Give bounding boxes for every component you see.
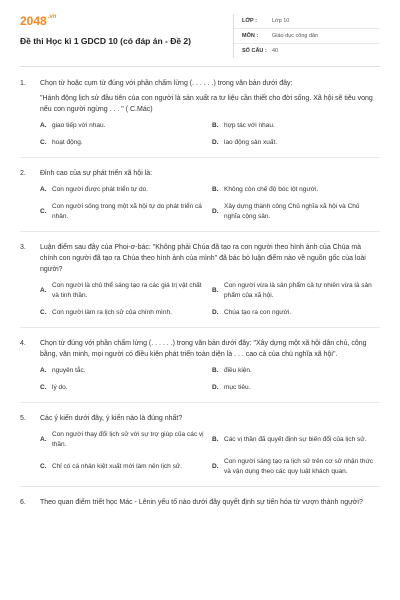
answer-letter: B. xyxy=(212,186,219,193)
answer-list xyxy=(20,366,380,393)
answer-text: Con người sáng tạo ra lịch sử trên cơ sở nhận thức và vận dụng theo các quy luật khách quan. xyxy=(224,458,374,475)
answer-text: Chỉ có cá nhân kiệt xuất mới làm nên lịch sử. xyxy=(52,463,183,470)
question-divider xyxy=(20,231,380,232)
question-1 xyxy=(20,78,380,148)
question-6 xyxy=(20,497,380,508)
answer-option-a[interactable] xyxy=(40,430,212,450)
answer-letter: B. xyxy=(212,367,219,374)
site-logo[interactable] xyxy=(20,14,56,28)
meta-value: Giáo dục công dân xyxy=(272,33,319,39)
answer-text: Con người sống trong một xã hội tự do phát triển cá nhân. xyxy=(52,203,202,220)
answer-list xyxy=(20,281,380,318)
meta-label: SỐ CÂU : xyxy=(242,48,267,54)
exam-meta xyxy=(233,14,380,58)
answer-list xyxy=(20,430,380,477)
answer-letter: A. xyxy=(40,122,47,129)
answer-text: điều kiện. xyxy=(224,367,252,374)
answer-text: Con người thay đổi lịch sử với sự trợ giúp của các vị thần. xyxy=(52,431,204,448)
answer-option-a[interactable] xyxy=(40,121,212,131)
answer-option-d[interactable] xyxy=(212,308,384,318)
answer-letter: A. xyxy=(40,186,47,193)
question-text: Theo quan điểm triết học Mác - Lênin yếu tố nào dưới đây quyết định sự tiến hóa từ vượn thành người? xyxy=(40,499,363,506)
answer-list xyxy=(20,185,380,222)
meta-row-count xyxy=(234,44,380,58)
question-text: Đỉnh cao của sự phát triển xã hội là: xyxy=(40,170,153,177)
answer-letter: D. xyxy=(212,463,219,470)
question-2 xyxy=(20,168,380,222)
answer-letter: A. xyxy=(40,367,47,374)
answer-option-d[interactable] xyxy=(212,202,384,222)
answer-letter: B. xyxy=(212,122,219,129)
answer-text: mục tiêu. xyxy=(224,384,251,391)
question-number: 6. xyxy=(20,499,26,506)
answer-letter: A. xyxy=(40,436,47,443)
exam-title: Đề thi Học kì 1 GDCD 10 (có đáp án - Đề 2) xyxy=(20,36,191,46)
answer-letter: B. xyxy=(212,436,219,443)
answer-option-a[interactable] xyxy=(40,281,212,301)
answer-option-b[interactable] xyxy=(212,366,384,376)
answer-letter: C. xyxy=(40,208,47,215)
answer-text: Các vị thần đã quyết định sự biến đổi của lịch sử. xyxy=(224,436,367,443)
question-list xyxy=(20,78,380,508)
answer-text: hoạt động. xyxy=(52,139,83,146)
question-text: Chọn từ đúng với phần chấm lửng (. . . . . .) trong văn bản dưới đây: "Xây dựng một xã hội dân chủ, công bằng, văn minh, mọi người có điều kiện phát triển toàn diện là . . . cao cả của chủ nghĩa xã hội". xyxy=(40,340,367,358)
answer-text: nguyên tắc. xyxy=(52,367,86,374)
meta-value: 40 xyxy=(272,48,279,54)
answer-text: lao động sản xuất. xyxy=(224,139,278,146)
answer-text: Con người làm ra lịch sử của chính mình. xyxy=(52,309,172,316)
header xyxy=(20,14,380,60)
answer-text: Con người vừa là sản phẩm cả tự nhiên vừa là sản phẩm của xã hội. xyxy=(224,282,372,299)
answer-text: Con người là chủ thể sáng tạo ra các giá trị vật chất và tinh thần. xyxy=(52,282,202,299)
meta-value: Lớp 10 xyxy=(272,18,290,24)
answer-text: Con người được phát triển tự do. xyxy=(52,186,149,193)
meta-label: LỚP : xyxy=(242,18,257,24)
question-3 xyxy=(20,242,380,318)
answer-list xyxy=(20,121,380,148)
answer-option-c[interactable] xyxy=(40,202,212,222)
question-divider xyxy=(20,486,380,487)
answer-text: Chúa tạo ra con người. xyxy=(224,309,292,316)
answer-text: Xây dựng thành công Chủ nghĩa xã hội và Chủ nghĩa cộng sản. xyxy=(224,203,360,220)
question-divider xyxy=(20,402,380,403)
answer-text: lý do. xyxy=(52,384,68,391)
question-quote: "Hành động lịch sử đầu tiên của con người là sản xuất ra tư liệu cần thiết cho đời sống. Xã hội sẽ tiêu vong nếu con người ngừng . . . " ( C.Mác) xyxy=(40,95,373,113)
answer-text: Không còn chế độ bóc lột người. xyxy=(224,186,319,193)
question-number: 2. xyxy=(20,170,26,177)
meta-row-subject xyxy=(234,29,380,44)
answer-option-a[interactable] xyxy=(40,366,212,376)
answer-letter: D. xyxy=(212,309,219,316)
logo-brand: 2048 xyxy=(20,14,47,28)
answer-option-c[interactable] xyxy=(40,138,212,148)
question-text: Luận điểm sau đây của Phoi-ơ-bác: "Không phải Chúa đã tạo ra con người theo hình ảnh của Chúa mà chính con người đã tạo ra Chúa theo hình ảnh của mình" đã bác bỏ luận điểm nào về nguồn gốc của loài người? xyxy=(40,244,366,273)
answer-letter: C. xyxy=(40,463,47,470)
answer-letter: D. xyxy=(212,384,219,391)
question-5 xyxy=(20,413,380,477)
answer-letter: B. xyxy=(212,287,219,294)
answer-letter: C. xyxy=(40,309,47,316)
answer-letter: D. xyxy=(212,208,219,215)
question-text: Các ý kiến dưới đây, ý kiến nào là đúng nhất? xyxy=(40,415,183,422)
answer-letter: A. xyxy=(40,287,47,294)
answer-option-d[interactable] xyxy=(212,138,384,148)
question-text: Chọn từ hoặc cụm từ đúng với phần chấm lửng (. . . . . .) trong văn bản dưới đây: xyxy=(40,80,293,87)
answer-option-b[interactable] xyxy=(212,121,384,131)
answer-text: giao tiếp với nhau. xyxy=(52,122,106,129)
question-number: 1. xyxy=(20,80,26,87)
answer-letter: C. xyxy=(40,139,47,146)
answer-option-b[interactable] xyxy=(212,281,384,301)
answer-option-d[interactable] xyxy=(212,457,384,477)
header-divider xyxy=(20,66,380,67)
question-number: 3. xyxy=(20,244,26,251)
answer-option-b[interactable] xyxy=(212,185,384,195)
answer-option-c[interactable] xyxy=(40,308,212,318)
question-divider xyxy=(20,327,380,328)
answer-letter: C. xyxy=(40,384,47,391)
meta-row-class xyxy=(234,14,380,29)
question-number: 5. xyxy=(20,415,26,422)
meta-label: MÔN : xyxy=(242,33,259,39)
answer-option-d[interactable] xyxy=(212,383,384,393)
answer-letter: D. xyxy=(212,139,219,146)
question-divider xyxy=(20,157,380,158)
answer-option-c[interactable] xyxy=(40,457,212,477)
answer-option-a[interactable] xyxy=(40,185,212,195)
question-number: 4. xyxy=(20,340,26,347)
logo-suffix: .vn xyxy=(47,14,57,20)
answer-option-c[interactable] xyxy=(40,383,212,393)
question-4 xyxy=(20,338,380,393)
answer-option-b[interactable] xyxy=(212,430,384,450)
answer-text: hợp tác với nhau. xyxy=(224,122,275,129)
